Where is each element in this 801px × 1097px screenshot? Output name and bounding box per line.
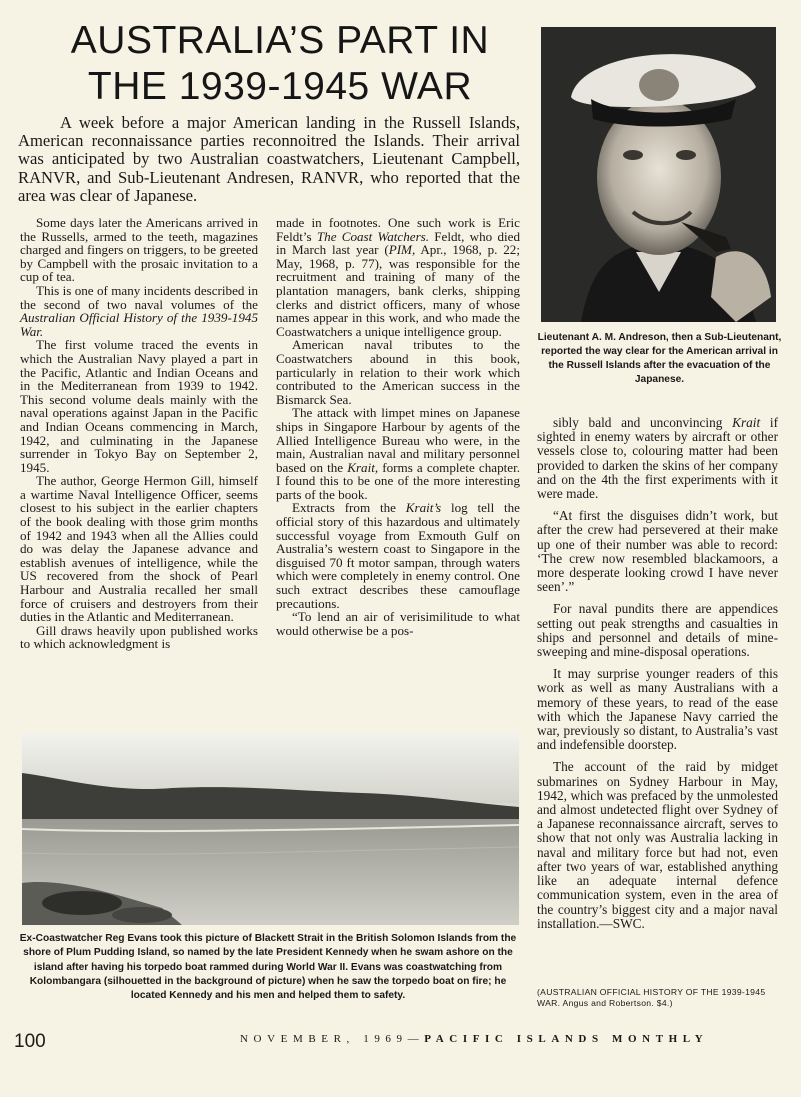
column-1-paragraph-1: Some days later the Americans arrived in the Russells, armed to the teeth, magazines charged and fingers on triggers, to be greeted by Campbell with the prosaic invitation to a cup of tea. xyxy=(20,215,258,285)
column-1-paragraph-3: The first volume traced the events in which the Australian Navy played a part in the Pacific, Atlantic and Indian Oceans and in the Mediterranean from 1939 to 1942. This second volume deals mainly with the naval operations against Japan in the Pacific and Indian Oceans commencing in March, 1942, and culminating in the Japanese surrender in Tokyo Bay on September 2, 1945. xyxy=(20,337,258,475)
footer-dash: — xyxy=(407,1033,425,1045)
portrait-caption: Lieutenant A. M. Andreson, then a Sub-Lieutenant, reported the way clear for the American arrival in the Russell Islands after the evacuation of the Japanese. xyxy=(537,332,782,385)
column-2-paragraph-4: Extracts from the Krait’s log tell the official story of this hazardous and ultimately successful voyage from Exmouth Gulf on Australia’s western coast to Singapore in the disguised 70 ft motor sampan, through waters which were completely in enemy control. One such extract describes these camouflage precautions. xyxy=(276,500,520,611)
column-1-paragraph-5: Gill draws heavily upon published works to which acknowledgment is xyxy=(20,622,258,652)
column-2-paragraph-5: “To lend an air of verisimilitude to what would otherwise be a pos- xyxy=(276,609,520,638)
column-3-paragraph-3: For naval pundits there are appendices setting out peak strengths and casualties in ships and personnel and details of mine-sweeping and mine-disposal operations. xyxy=(537,601,778,660)
headline xyxy=(60,18,500,110)
footer-running-head xyxy=(240,1033,780,1045)
landscape-photo-graphic xyxy=(22,733,519,925)
portrait-photo-graphic xyxy=(541,27,776,322)
portrait-photo xyxy=(541,27,776,322)
headline-line-2: THE 1939-1945 WAR xyxy=(87,65,473,108)
column-2-paragraph-3: The attack with limpet mines on Japanese ships in Singapore Harbour by agents of the Allied Intelligence Bureau who were, in the main, Australian naval and military personnel based on the Krait, forms a complete chapter. I found this to be one of the more interesting parts of the book. xyxy=(276,405,520,502)
article-column-1 xyxy=(20,216,258,651)
blackett-strait-photo xyxy=(22,733,519,925)
column-3-paragraph-4: It may surprise younger readers of this work as well as many Australians with a memory of these years, to read of the ease with which the Japanese Navy carried the war, previously so distant, to Australia’s vast and indefensible doorstep. xyxy=(537,666,778,753)
column-3-paragraph-1: sibly bald and unconvincing Krait if sighted in enemy waters by aircraft or other vessels close to, colouring matter had been provided to darken the skins of her company and on the 4th the first experiments with it were made. xyxy=(537,415,778,502)
footer-publication: PACIFIC ISLANDS MONTHLY xyxy=(424,1033,709,1045)
article-column-3 xyxy=(537,416,778,939)
column-2-paragraph-1: made in footnotes. One such work is Eric Feldt’s The Coast Watchers. Feldt, who died in March last year (PIM, Apr., 1968, p. 22; May, 1968, p. 77), was responsible for the recruitment and training of many of the plantation managers, bank clerks, shipping clerks and district officers, many of whose names appear in this work, and who made the Coastwatchers a unique intelligence group. xyxy=(276,215,520,339)
column-3-paragraph-2: “At first the disguises didn’t work, but after the crew had persevered at their make up one of their number was able to record: ‘The crew now resembled blackamoors, a more desperate looking crowd I have never seen’.” xyxy=(537,508,778,595)
column-1-paragraph-2: This is one of many incidents described in the second of two naval volumes of the Australian Official History of the 1939-1945 War. xyxy=(20,282,258,339)
book-source-note: (AUSTRALIAN OFFICIAL HISTORY OF THE 1939-1945 WAR. Angus and Robertson. $4.) xyxy=(537,987,766,1008)
headline-line-1: AUSTRALIA’S PART IN xyxy=(70,19,490,62)
landscape-caption: Ex-Coastwatcher Reg Evans took this picture of Blackett Strait in the British Solomon Islands from the shore of Plum Pudding Island, so named by the late President Kennedy when he swam ashore on the island after having his torpedo boat rammed during World War II. Evans was coastwatching from Kolombangara (silhouetted in the background of picture) when he saw the torpedo boat on fire; he located Kennedy and his men and helped them to safety. xyxy=(19,933,517,1002)
column-1-paragraph-4: The author, George Hermon Gill, himself a wartime Naval Intelligence Officer, seems closest to his subject in the earlier chapters of the book dealing with those grim months of 1942 and 1943 when all the Allies could do was delay the Japanese advance and establish avenues of intelligence, while the US recovered from the shock of Pearl Harbour and Australia recalled her small force of cruisers and destroyers from their duties in the Atlantic and Mediterranean. xyxy=(20,473,258,625)
intro-paragraph: A week before a major American landing in the Russell Islands, American reconnaissance parties reconnoitred the Islands. Their arrival was anticipated by two Australian coastwatchers, Lieutenant Campbell, RANVR, and Sub-Lieutenant Andresen, RANVR, who reported that the area was clear of Japanese. xyxy=(18,113,520,205)
page-number: 100 xyxy=(14,1031,46,1052)
article-column-2 xyxy=(276,216,520,637)
footer-date: NOVEMBER, 1969 xyxy=(240,1033,408,1045)
column-3-paragraph-5: The account of the raid by midget submarines on Sydney Harbour in May, 1942, which was prefaced by the unmolested and almost undetected flight over Sydney of a Japanese reconnaissance aircraft, serves to show that not only was Australia lacking in naval and military force but had not, even after two years of war, established anything like an adequate internal defence communication system, even in the area of the country’s biggest city and a major naval installation.—SWC. xyxy=(537,759,778,931)
column-2-paragraph-2: American naval tributes to the Coastwatchers abound in this book, particularly in relation to their work which contributed to the American success in the Bismarck Sea. xyxy=(276,337,520,407)
